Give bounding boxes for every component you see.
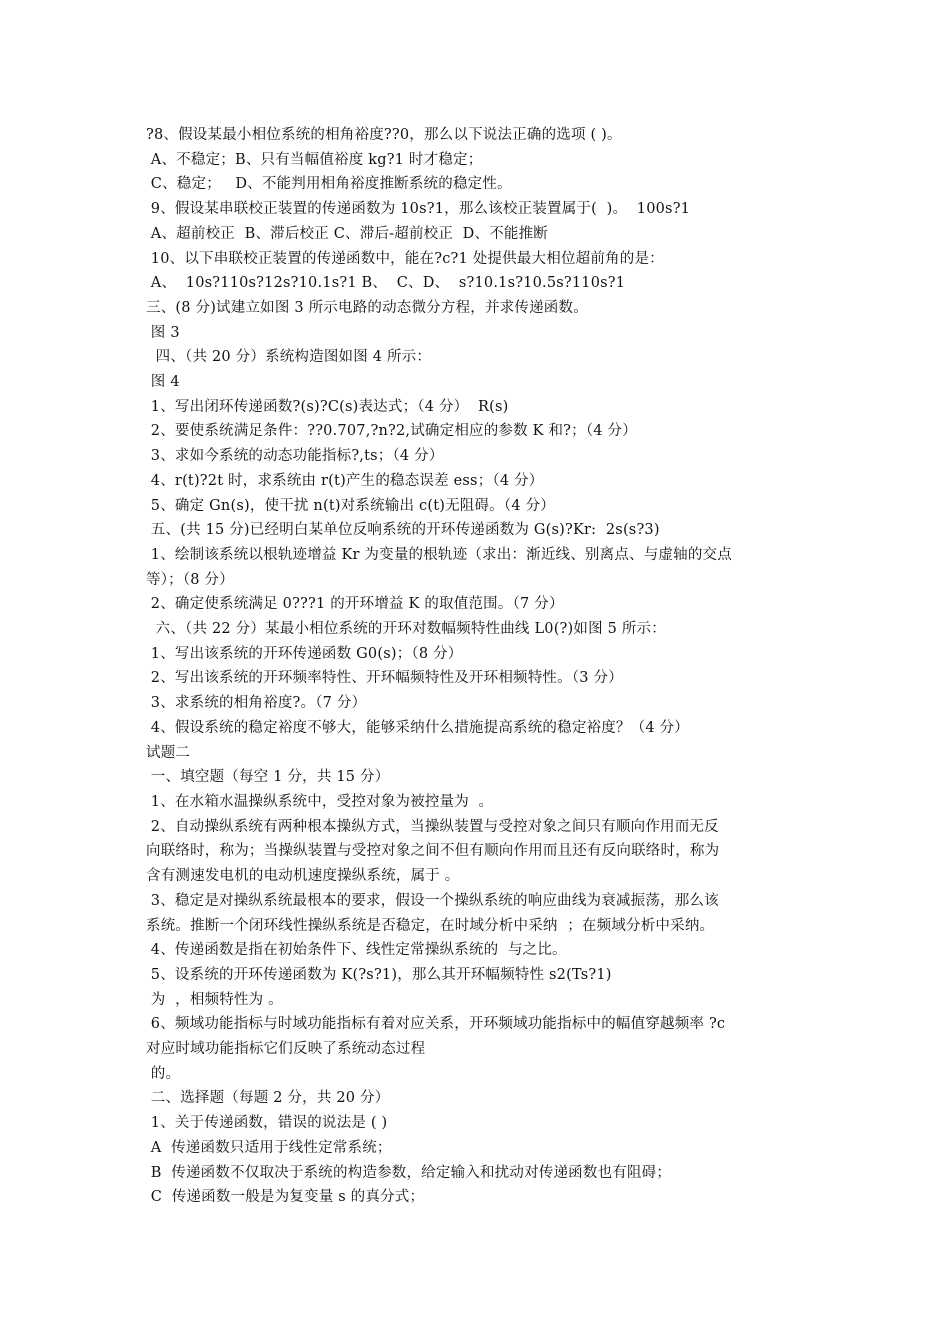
text-line: 系统。推断一个闭环线性操纵系统是否稳定，在时域分析中采纳 ；在频域分析中采纳。 xyxy=(146,917,715,934)
text-line: 1、写出该系统的开环传递函数 G0(s)；（8 分） xyxy=(146,645,463,662)
text-line: 3、求系统的相角裕度?。（7 分） xyxy=(146,695,367,712)
text-line: 3、稳定是对操纵系统最根本的要求，假设一个操纵系统的响应曲线为衰减振荡，那么该 xyxy=(146,892,719,909)
text-line: 4、假设系统的稳定裕度不够大，能够采纳什么措施提高系统的稳定裕度？（4 分） xyxy=(146,719,689,736)
text-line: 4、r(t)?2t 时，求系统由 r(t)产生的稳态误差 ess；（4 分） xyxy=(146,472,544,489)
section-heading: 一、填空题（每空 1 分，共 15 分） xyxy=(146,769,390,786)
text-line: 2、确定使系统满足 0???1 的开环增益 K 的取值范围。（7 分） xyxy=(146,596,564,613)
text-line: 10、以下串联校正装置的传递函数中，能在?c?1 处提供最大相位超前角的是： xyxy=(146,250,664,267)
text-line: 1、关于传递函数，错误的说法是 ( ) xyxy=(146,1115,388,1132)
document-body xyxy=(146,123,810,1210)
figure-label: 图 4 xyxy=(146,374,180,391)
text-line: 4、传递函数是指在初始条件下、线性定常操纵系统的 与之比。 xyxy=(146,942,567,959)
text-line: 2、写出该系统的开环频率特性、开环幅频特性及开环相频特性。（3 分） xyxy=(146,670,623,687)
text-line: 的。 xyxy=(146,1065,181,1082)
text-line: 2、自动操纵系统有两种根本操纵方式，当操纵装置与受控对象之间只有顺向作用而无反 xyxy=(146,818,719,835)
text-line: 等）；（8 分） xyxy=(146,571,234,588)
text-line: 对应时域功能指标它们反映了系统动态过程 xyxy=(146,1041,426,1058)
text-line: 3、求如今系统的动态功能指标?,ts；（4 分） xyxy=(146,448,444,465)
text-line: ?8、假设某最小相位系统的相角裕度??0，那么以下说法正确的选项 ( )。 xyxy=(146,127,622,143)
text-line: A、不稳定；B、只有当幅值裕度 kg?1 时才稳定； xyxy=(146,151,483,168)
figure-label: 图 3 xyxy=(146,324,180,341)
text-line: B 传递函数不仅取决于系统的构造参数，给定输入和扰动对传递函数也有阻碍； xyxy=(146,1164,672,1181)
text-line: 1、写出闭环传递函数?(s)?C(s)表达式；（4 分） R(s) xyxy=(146,398,509,415)
section-heading: 五、(共 15 分)已经明白某单位反响系统的开环传递函数为 G(s)?Kr: 2s(s?3) xyxy=(146,522,660,539)
text-line: 6、频域功能指标与时域功能指标有着对应关系，开环频域功能指标中的幅值穿越频率 ?c xyxy=(146,1016,726,1033)
text-line: 向联络时，称为；当操纵装置与受控对象之间不但有顺向作用而且还有反向联络时，称为 xyxy=(146,843,720,860)
text-line: 9、假设某串联校正装置的传递函数为 10s?1，那么该校正装置属于( )。 100s?1 xyxy=(146,201,691,218)
text-line: A、超前校正 B、滞后校正 C、滞后-超前校正 D、不能推断 xyxy=(146,225,548,242)
text-line: 为 ，相频特性为 。 xyxy=(146,991,283,1008)
text-line: 2、要使系统满足条件：??0.707,?n?2,试确定相应的参数 K 和?；（4 分） xyxy=(146,423,637,440)
section-heading: 二、选择题（每题 2 分，共 20 分） xyxy=(146,1090,390,1107)
text-line: 含有测速发电机的电动机速度操纵系统，属于 。 xyxy=(146,868,460,885)
text-line: A、 10s?110s?12s?10.1s?1 B、 C、D、 s?10.1s?10.5s?110s?1 xyxy=(146,275,626,292)
text-line: 1、绘制该系统以根轨迹增益 Kr 为变量的根轨迹（求出：渐近线、别离点、与虚轴的交点 xyxy=(146,546,732,563)
section-heading: 六、（共 22 分）某最小相位系统的开环对数幅频特性曲线 L0(?)如图 5 所示： xyxy=(146,621,666,638)
text-line: C 传递函数一般是为复变量 s 的真分式； xyxy=(146,1189,425,1206)
text-line: 5、设系统的开环传递函数为 K(?s?1)，那么其开环幅频特性 s2(Ts?1) xyxy=(146,966,612,983)
section-heading: 三、(8 分)试建立如图 3 所示电路的动态微分方程，并求传递函数。 xyxy=(146,299,588,316)
section-heading: 四、（共 20 分）系统构造图如图 4 所示： xyxy=(146,349,432,366)
exam-title: 试题二 xyxy=(146,744,191,761)
text-line: A 传递函数只适用于线性定常系统； xyxy=(146,1139,392,1156)
text-line: C、稳定； D、不能判用相角裕度推断系统的稳定性。 xyxy=(146,176,512,193)
text-line: 5、确定 Gn(s)，使干扰 n(t)对系统输出 c(t)无阻碍。（4 分） xyxy=(146,497,555,514)
text-line: 1、在水箱水温操纵系统中，受控对象为被控量为 。 xyxy=(146,793,494,810)
